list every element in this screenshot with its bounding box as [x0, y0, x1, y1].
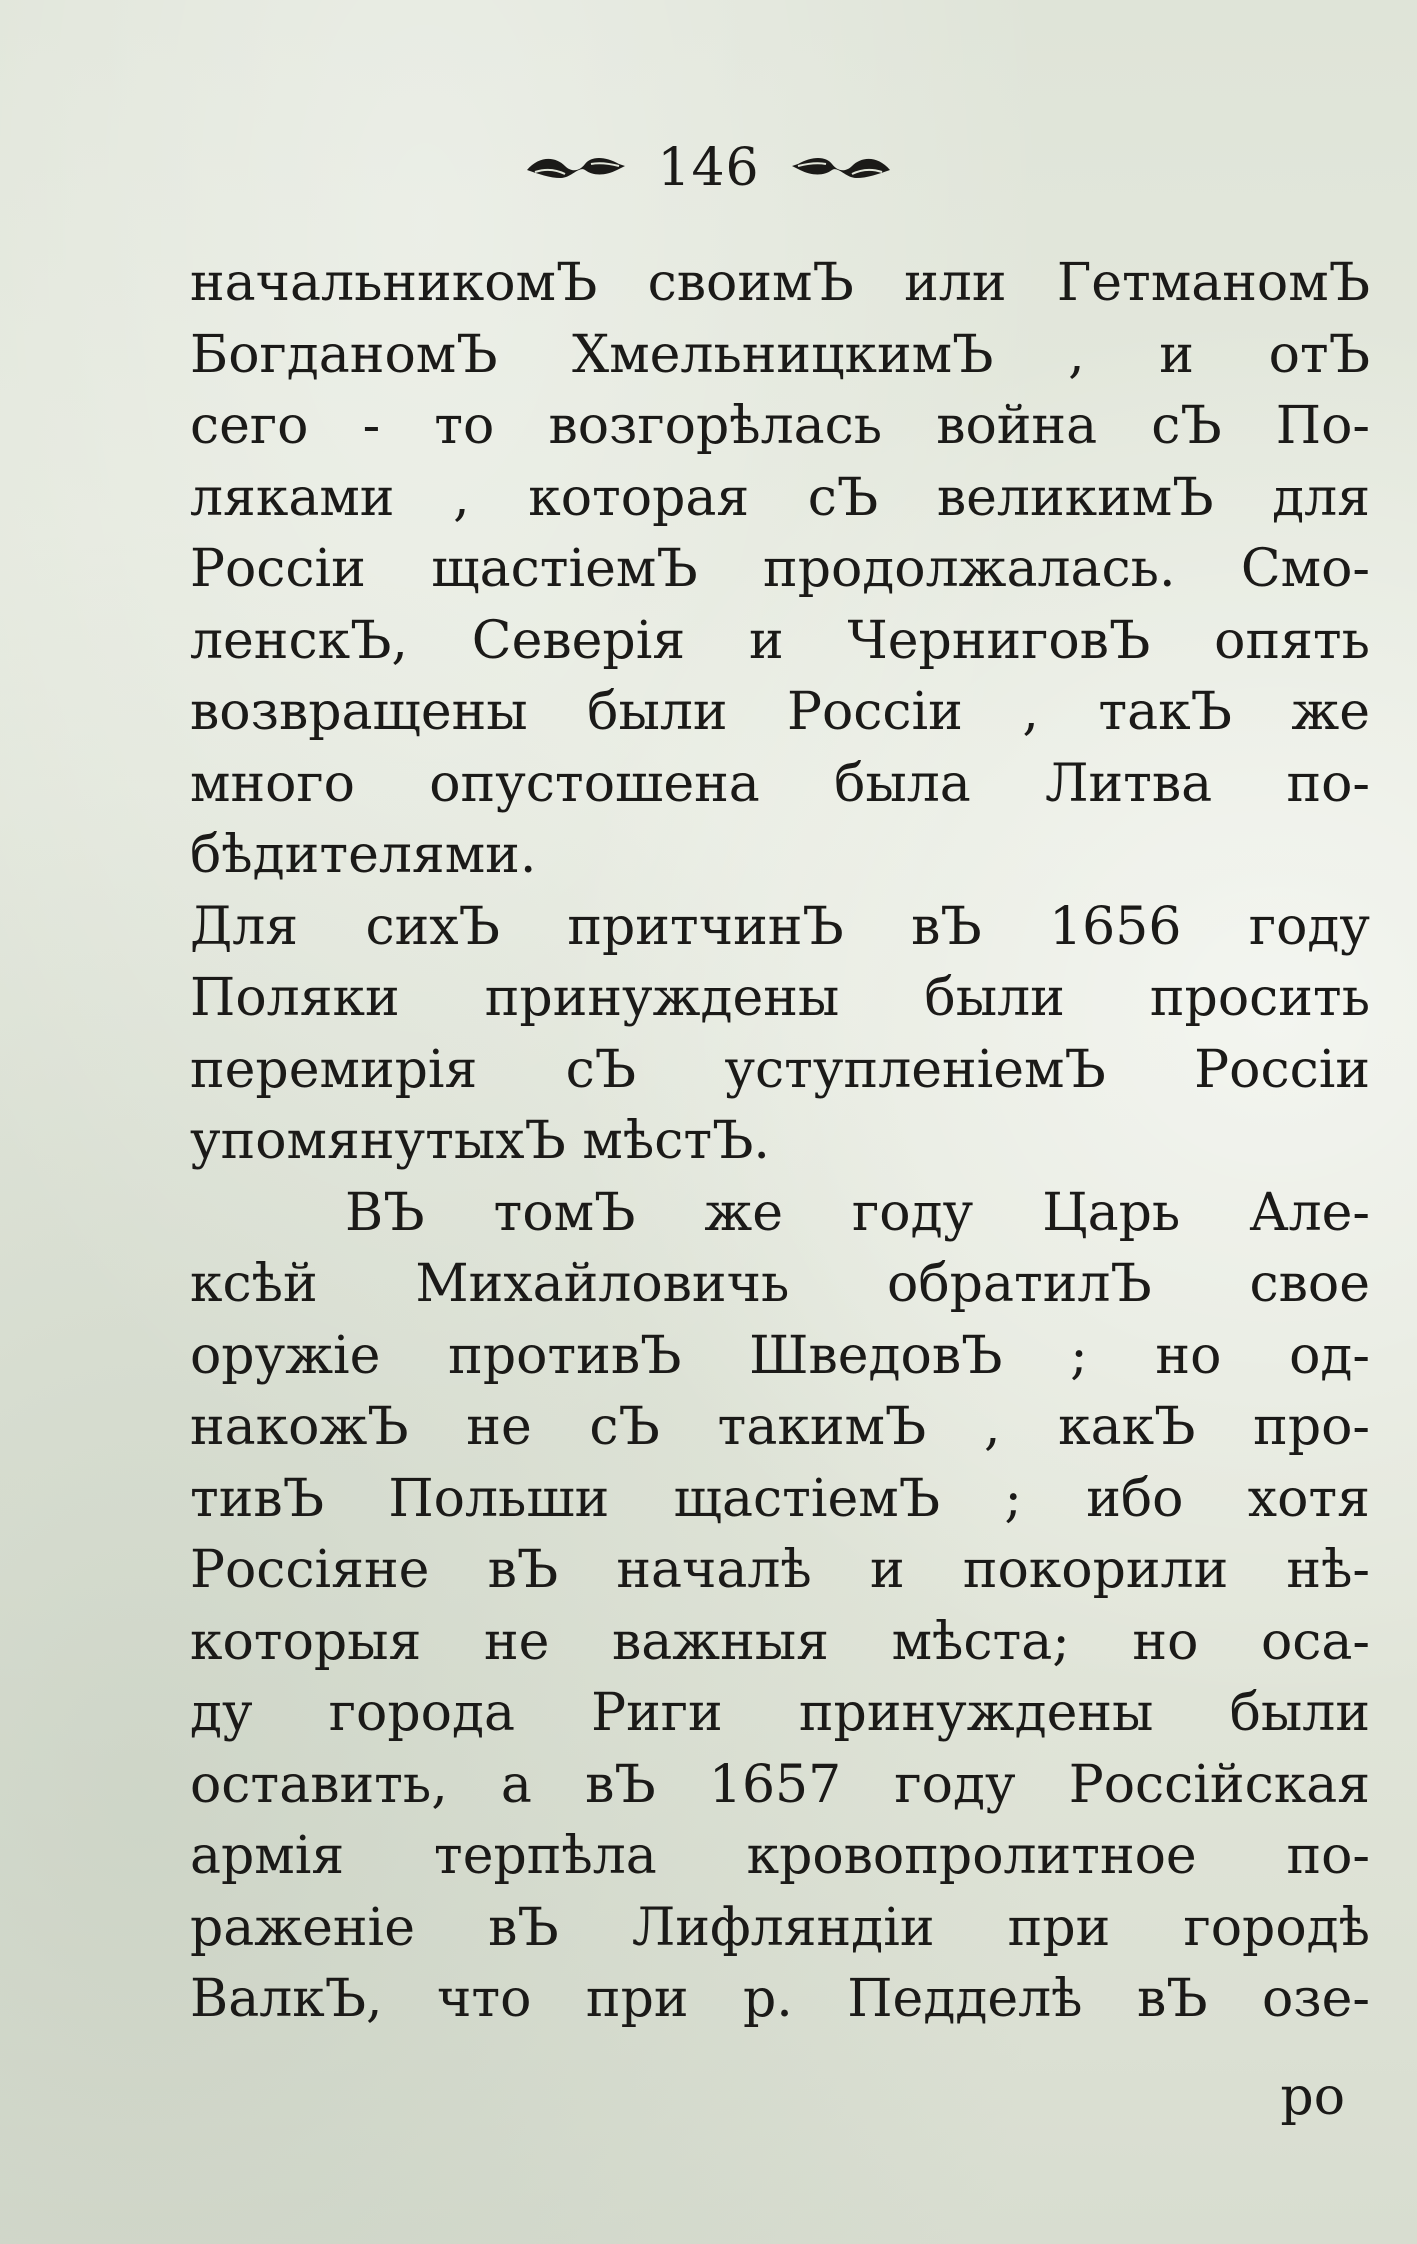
text-line: ксѣй Михайловичь обратилЪ свое	[190, 1254, 1370, 1314]
text-line: начальникомЪ своимЪ или ГетманомЪ	[190, 253, 1370, 313]
text-line: много опустошена была Литва по-	[190, 753, 1370, 814]
text-line: тивЪ Польши щастіемЪ ; ибо хотя	[190, 1468, 1370, 1529]
text-line: ВалкЪ, что при р. Педделѣ вЪ озе-	[190, 1969, 1370, 2029]
page-number: 146	[657, 138, 760, 198]
text-line: которыя не важныя мѣста; но оса-	[190, 1611, 1370, 1672]
text-line: сего - то возгорѣлась война сЪ По-	[190, 396, 1370, 456]
text-line: оружіе противЪ ШведовЪ ; но од-	[190, 1325, 1370, 1386]
text-line: ленскЪ, Северія и ЧерниговЪ опять	[190, 610, 1370, 671]
text-line: возвращены были Россіи , такЪ же	[190, 682, 1370, 742]
text-line: накожЪ не сЪ такимЪ , какЪ про-	[190, 1397, 1370, 1457]
flourish-left-icon	[521, 148, 631, 188]
text-line: ду города Риги принуждены были	[190, 1683, 1370, 1743]
page-header	[0, 128, 1417, 208]
text-line: перемирія сЪ уступленіемЪ Россіи	[190, 1039, 1370, 1100]
text-line: Для сихЪ притчинЪ вЪ 1656 году	[190, 896, 1370, 957]
text-line: Россіи щастіемЪ продолжалась. Смо-	[190, 539, 1370, 599]
text-line: бѣдителями.	[190, 825, 537, 885]
paragraph	[190, 248, 1370, 892]
flourish-right-icon	[786, 148, 896, 188]
text-line: Поляки принуждены были просить	[190, 968, 1370, 1028]
text-line: оставить, а вЪ 1657 году Россійская	[190, 1754, 1370, 1815]
body-text	[190, 248, 1370, 2036]
text-line: БогданомЪ ХмельницкимЪ , и отЪ	[190, 324, 1370, 385]
text-line: армія терпѣла кровопролитное по-	[190, 1826, 1370, 1886]
paragraph	[190, 892, 1370, 1178]
text-line: раженіе вЪ Лифляндіи при городѣ	[190, 1897, 1370, 1958]
text-line: Россіяне вЪ началѣ и покорили нѣ-	[190, 1540, 1370, 1600]
text-line: ВЪ томЪ же году Царь Але-	[345, 1182, 1370, 1243]
paragraph	[190, 1178, 1370, 2036]
catchword: ро	[1280, 2067, 1345, 2127]
text-line: упомянутыхЪ мѣстЪ.	[190, 1111, 770, 1171]
text-line: ляками , которая сЪ великимЪ для	[190, 467, 1370, 528]
